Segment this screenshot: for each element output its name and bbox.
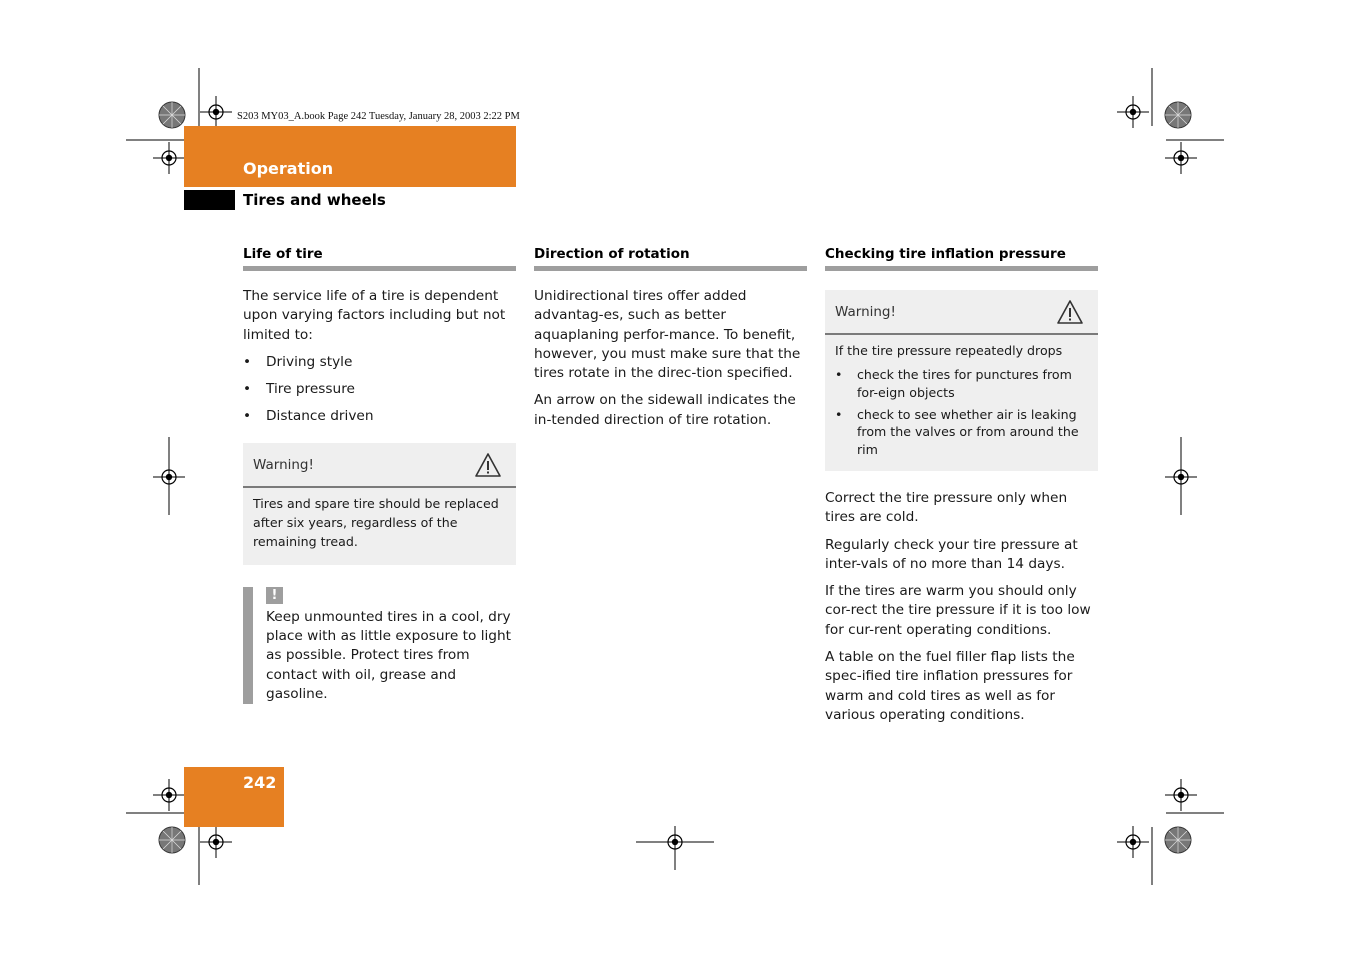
subsection-marker [184, 190, 235, 210]
color-target-icon [1165, 827, 1191, 853]
pressure-paragraph-1: Correct the tire pressure only when tires are cold. [825, 489, 1068, 526]
subsection-title: Tires and wheels [243, 191, 386, 209]
life-intro-paragraph: The service life of a tire is dependent upon varying factors including but not limited to: [243, 288, 506, 343]
color-target-icon [1165, 102, 1191, 128]
warning-body [825, 335, 1098, 471]
heading-direction-of-rotation: Direction of rotation [534, 246, 807, 271]
rotation-paragraph-1: Unidirectional tires offer added advantag-es, such as better aquaplaning perfor-mance. To benefit, however, you must make sure that the tires rotate in the direc-tion specified. [534, 288, 801, 382]
heading-life-of-tire: Life of tire [243, 246, 516, 271]
bullet-dot: • [243, 408, 252, 425]
warning-header [243, 443, 516, 488]
list-item: • check the tires for punctures from for-eign objects [835, 367, 1072, 400]
bullet-dot: • [835, 406, 843, 422]
list-item: • Tire pressure [243, 380, 516, 399]
warning-triangle-icon [474, 452, 502, 478]
registration-mark-icon [200, 826, 232, 858]
pressure-paragraph-3: If the tires are warm you should only cor-rect the tire pressure if it is too low for cur-rent operating conditions. [825, 583, 1091, 638]
list-item: • Driving style [243, 353, 516, 372]
registration-mark-icon [1165, 779, 1197, 811]
section-title: Operation [243, 159, 334, 178]
print-info-line: S203 MY03_A.book Page 242 Tuesday, January 28, 2003 2:22 PM [237, 111, 520, 122]
page-number: 242 [243, 773, 277, 792]
note-text: Keep unmounted tires in a cool, dry place with as little exposure to light as possible. Protect tires from contact with oil, grease and gasoline. [266, 608, 512, 702]
color-target-icon [159, 102, 185, 128]
list-item: • Distance driven [243, 407, 516, 426]
section-header-bar [184, 126, 516, 187]
bullet-dot: • [243, 381, 252, 398]
warning-box-pressure-drop [825, 290, 1098, 471]
warning-header [825, 290, 1098, 335]
list-item: • check to see whether air is leaking from the valves or from around the rim [835, 406, 1079, 458]
note-box-storage [243, 587, 516, 704]
registration-mark-icon [153, 142, 185, 174]
warning-intro: If the tire pressure repeatedly drops [835, 343, 1063, 358]
registration-mark-icon [1165, 142, 1197, 174]
registration-mark-icon [200, 96, 232, 128]
column-life-of-tire [243, 246, 516, 704]
registration-mark-icon [1117, 826, 1149, 858]
warning-triangle-icon [1056, 299, 1084, 325]
registration-mark-icon [1117, 96, 1149, 128]
column-direction-of-rotation [534, 246, 807, 438]
warning-box-tire-age [243, 443, 516, 565]
warning-label: Warning! [253, 456, 314, 473]
column-checking-pressure [825, 246, 1098, 733]
warning-list [835, 366, 1088, 459]
pressure-paragraph-2: Regularly check your tire pressure at inter-vals of no more than 14 days. [825, 536, 1078, 572]
bullet-dot: • [835, 367, 843, 382]
warning-label: Warning! [835, 304, 896, 320]
rotation-paragraph-2: An arrow on the sidewall indicates the in-tended direction of tire rotation. [534, 392, 796, 428]
color-target-icon [159, 827, 185, 853]
pressure-paragraph-4: A table on the fuel filler flap lists the spec-ified tire inflation pressures for warm and cold tires as well as for various operating conditions. [825, 649, 1075, 723]
page-number-box [184, 767, 284, 827]
bullet-dot: • [243, 353, 252, 370]
heading-checking-pressure: Checking tire inflation pressure [825, 246, 1098, 271]
life-factors-list [243, 353, 516, 427]
warning-text: Tires and spare tire should be replaced after six years, regardless of the remaining tread. [253, 495, 499, 549]
note-exclamation-icon: ! [266, 587, 283, 604]
registration-mark-icon [153, 779, 185, 811]
warning-body [243, 488, 516, 565]
